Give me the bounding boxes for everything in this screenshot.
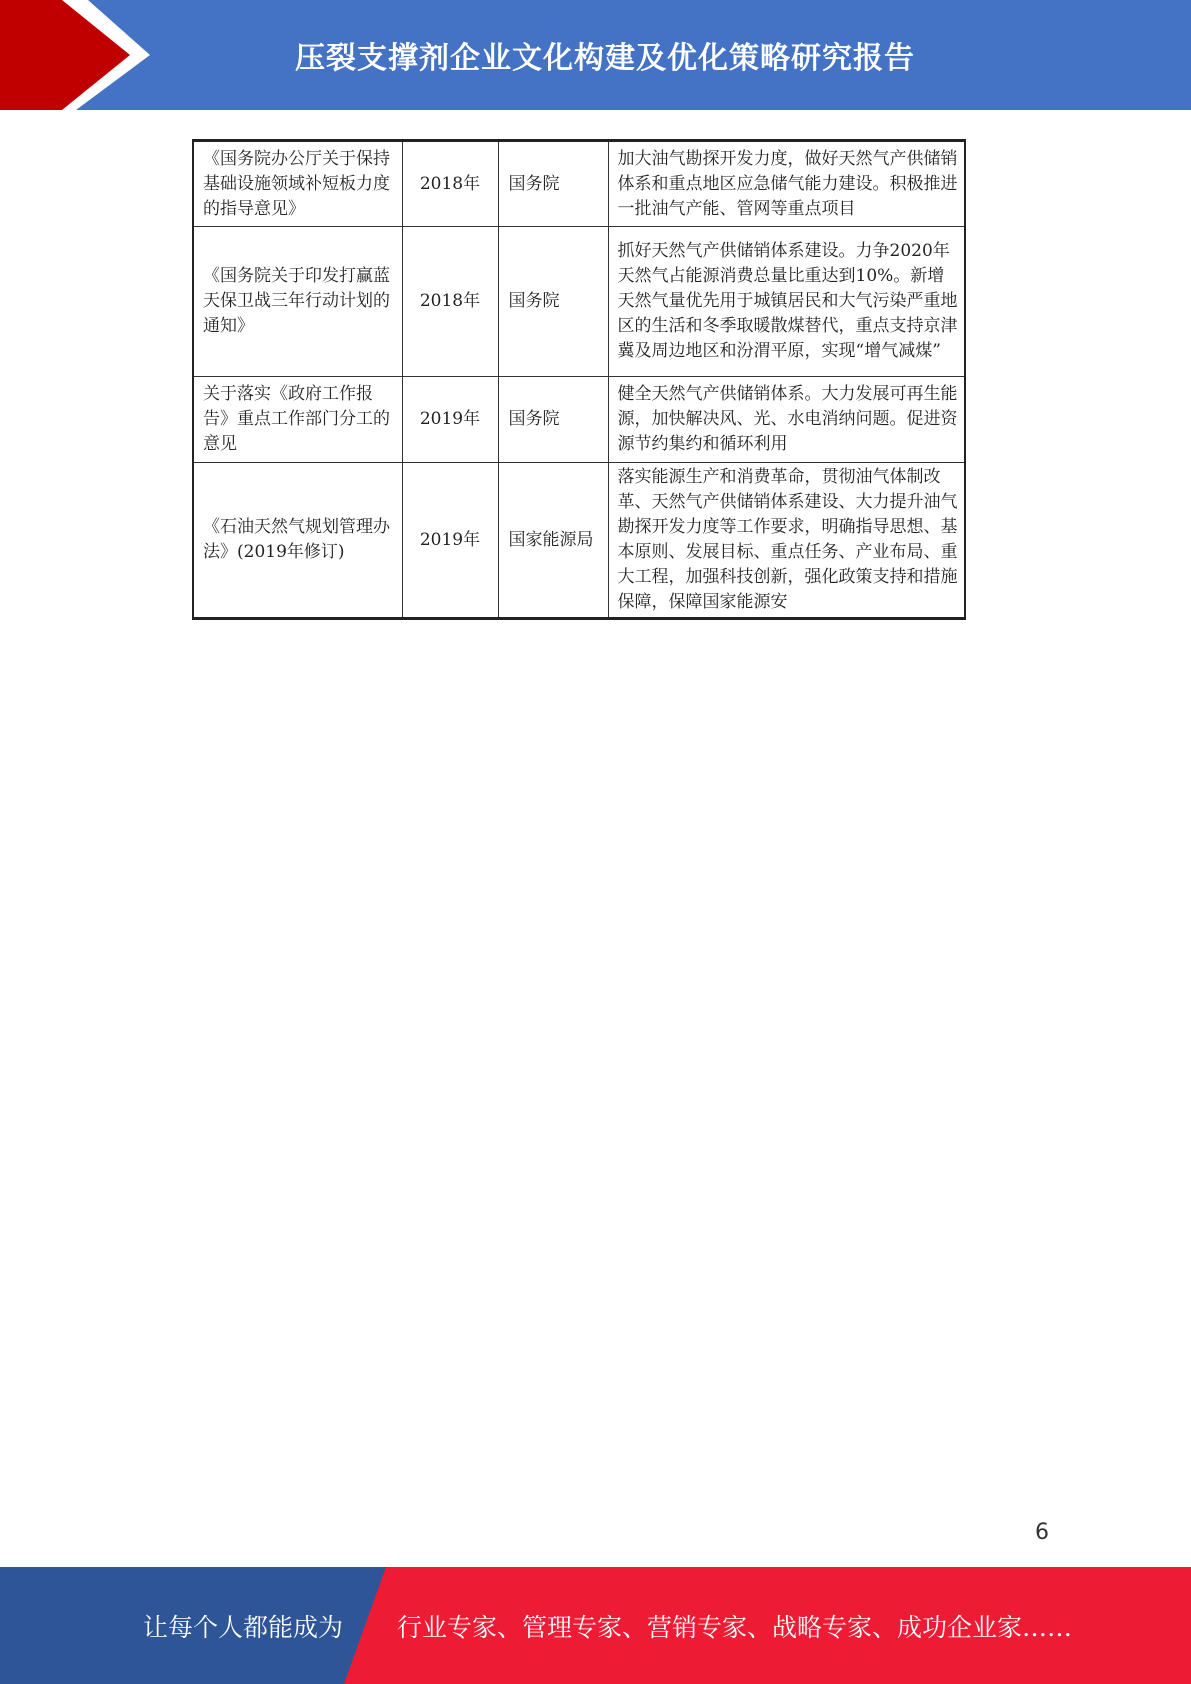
policy-content-cell: 抓好天然气产供储销体系建设。力争2020年天然气占能源消费总量比重达到10%。新增天然气量优先用于城镇居民和大气污染严重地区的生活和冬季取暖散煤替代，重点支持京津冀及周边地区和汾渭平原，实现“增气减煤”: [608, 227, 965, 377]
footer-slogan-right: 行业专家、管理专家、营销专家、战略专家、成功企业家……: [397, 1612, 1073, 1642]
policy-name-cell: 《石油天然气规划管理办法》(2019年修订): [193, 463, 402, 619]
page-title: 压裂支撑剂企业文化构建及优化策略研究报告: [295, 41, 915, 76]
footer-slogan-left: 让每个人都能成为: [143, 1612, 344, 1642]
page-footer: [0, 1567, 1191, 1684]
policy-year-cell: 2019年: [402, 463, 498, 619]
table-row: [193, 377, 965, 463]
table-row: [193, 463, 965, 619]
policy-year-cell: 2019年: [402, 377, 498, 463]
policy-issuer-cell: 国家能源局: [498, 463, 608, 619]
table-row: [193, 141, 965, 227]
table-row: [193, 227, 965, 377]
policy-issuer-cell: 国务院: [498, 227, 608, 377]
policy-name-cell: 《国务院办公厅关于保持基础设施领域补短板力度的指导意见》: [193, 141, 402, 227]
policy-content-cell: 健全天然气产供储销体系。大力发展可再生能源，加快解决风、光、水电消纳问题。促进资源节约集约和循环利用: [608, 377, 965, 463]
policy-table: [192, 139, 966, 620]
page-number: 6: [1035, 1520, 1049, 1545]
policy-year-cell: 2018年: [402, 141, 498, 227]
policy-name-cell: 关于落实《政府工作报告》重点工作部门分工的意见: [193, 377, 402, 463]
policy-content-cell: 落实能源生产和消费革命，贯彻油气体制改革、天然气产供储销体系建设、大力提升油气勘探开发力度等工作要求，明确指导思想、基本原则、发展目标、重点任务、产业布局、重大工程，加强科技创新，强化政策支持和措施保障，保障国家能源安: [608, 463, 965, 619]
policy-content-cell: 加大油气勘探开发力度，做好天然气产供储销体系和重点地区应急储气能力建设。积极推进一批油气产能、管网等重点项目: [608, 141, 965, 227]
page-header: [0, 0, 1191, 110]
policy-issuer-cell: 国务院: [498, 377, 608, 463]
policy-issuer-cell: 国务院: [498, 141, 608, 227]
policy-name-cell: 《国务院关于印发打赢蓝天保卫战三年行动计划的通知》: [193, 227, 402, 377]
policy-year-cell: 2018年: [402, 227, 498, 377]
